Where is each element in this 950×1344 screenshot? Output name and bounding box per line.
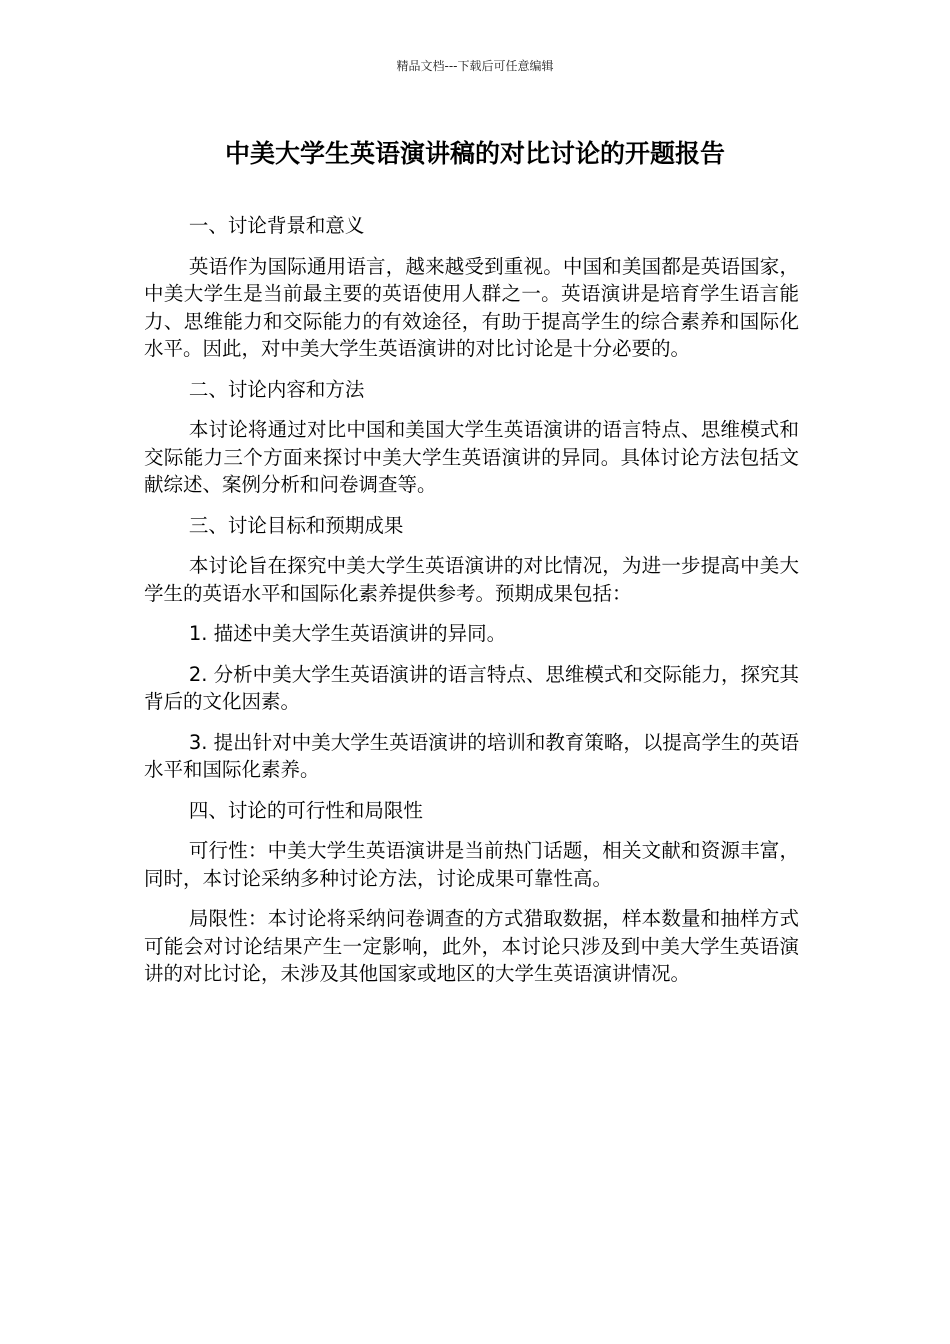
document-title: 中美大学生英语演讲稿的对比讨论的开题报告 — [224, 139, 725, 168]
document-body — [144, 212, 799, 1001]
paragraph-background: 英语作为国际通用语言，越来越受到重视。中国和美国都是英语国家，中美大学生是当前最主要的英语使用人群之一。英语演讲是培育学生语言能力、思维能力和交际能力的有效途径，有助于提高学生的综合素养和国际化水平。因此，对中美大学生英语演讲的对比讨论是十分必要的。 — [144, 254, 799, 360]
section-heading-content-method: 二、讨论内容和方法 — [188, 377, 365, 401]
section-heading-goals: 三、讨论目标和预期成果 — [188, 513, 404, 537]
list-item-outcome-3: 3. 提出针对中美大学生英语演讲的培训和教育策略，以提高学生的英语水平和国际化素养。 — [144, 730, 799, 781]
paragraph-content-method: 本讨论将通过对比中国和美国大学生英语演讲的语言特点、思维模式和交际能力三个方面来探讨中美大学生英语演讲的异同。具体讨论方法包括文献综述、案例分析和问卷调查等。 — [144, 418, 799, 496]
paragraph-limitations: 局限性：本讨论将采纳问卷调查的方式猎取数据，样本数量和抽样方式可能会对讨论结果产生一定影响，此外，本讨论只涉及到中美大学生英语演讲的对比讨论，未涉及其他国家或地区的大学生英语演讲情况。 — [144, 907, 799, 985]
list-item-outcome-2: 2. 分析中美大学生英语演讲的语言特点、思维模式和交际能力，探究其背后的文化因素。 — [144, 662, 799, 713]
section-heading-feasibility: 四、讨论的可行性和局限性 — [188, 798, 423, 822]
list-item-outcome-1: 1. 描述中美大学生英语演讲的异同。 — [188, 622, 507, 645]
header-note: 精品文档---下载后可任意编辑 — [396, 59, 554, 73]
section-heading-background: 一、讨论背景和意义 — [188, 214, 365, 237]
paragraph-goals: 本讨论旨在探究中美大学生英语演讲的对比情况，为进一步提高中美大学生的英语水平和国际化素养提供参考。预期成果包括： — [144, 554, 799, 605]
paragraph-feasibility: 可行性：中美大学生英语演讲是当前热门话题，相关文献和资源丰富，同时，本讨论采纳多种讨论方法，讨论成果可靠性高。 — [144, 839, 799, 890]
